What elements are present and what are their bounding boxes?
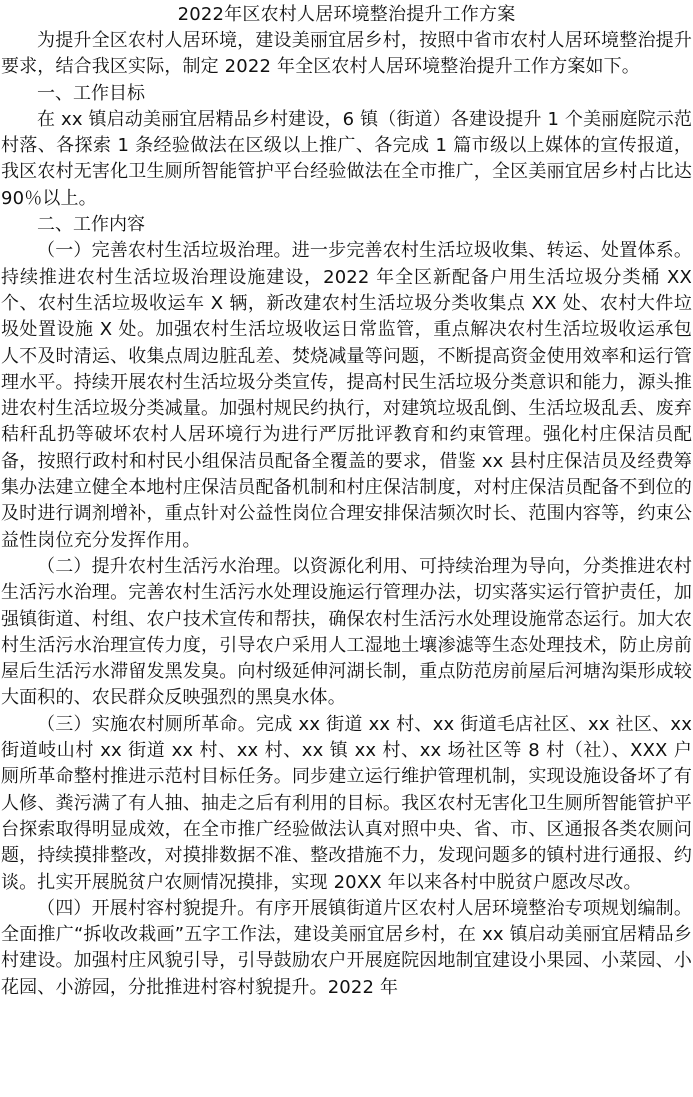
garbage-treatment-paragraph: （一）完善农村生活垃圾治理。进一步完善农村生活垃圾收集、转运、处置体系。持续推进农村生活垃圾治理设施建设，2022 年全区新配备户用生活垃圾分类桶 XX 个、农村生活垃圾收运车 X 辆，新改建农村生活垃圾分类收集点 XX 处、农村大件垃圾处置设施 X 处。加强农村生活垃圾收运日常监管，重点解决农村生活垃圾收运承包人不及时清运、收集点周边脏乱差、焚烧减量等问题，不断提高资金使用效率和运行管理水平。持续开展农村生活垃圾分类宣传，提高村民生活垃圾分类意识和能力，源头推进农村生活垃圾分类减量。加强村规民约执行，对建筑垃圾乱倒、生活垃圾乱丢、废弃秸秆乱扔等破坏农村人居环境行为进行严厉批评教育和约束管理。强化村庄保洁员配备，按照行政村和村民小组保洁员配备全覆盖的要求，借鉴 xx 县村庄保洁员及经费筹集办法建立健全本地村庄保洁员配备机制和村庄保洁制度，对村庄保洁员配备不到位的及时进行调剂增补，重点针对公益性岗位合理安排保洁频次时长、范围内容等，约束公益性岗位充分发挥作用。 [1,240,692,551]
sewage-treatment-paragraph: （二）提升农村生活污水治理。以资源化利用、可持续治理为导向，分类推进农村生活污水治理。完善农村生活污水处理设施运行管理办法，切实落实运行管护责任，加强镇街道、村组、农户技术宣传和帮扶，确保农村生活污水处理设施常态运行。加大农村生活污水治理宣传力度，引导农户采用人工湿地土壤渗滤等生态处理技术，防止房前屋后生活污水滞留发黑发臭。向村级延伸河湖长制，重点防范房前屋后河塘沟渠形成较大面积的、农民群众反映强烈的黑臭水体。 [1,555,692,709]
goals-paragraph: 在 xx 镇启动美丽宜居精品乡村建设，6 镇（街道）各建设提升 1 个美丽庭院示范村落、各探索 1 条经验做法在区级以上推广、各完成 1 篇市级以上媒体的宣传报道，我区农村无害化卫生厕所智能管护平台经验做法在全市推广，全区美丽宜居乡村占比达 90％以上。 [1,108,692,209]
village-appearance-paragraph: （四）开展村容村貌提升。有序开展镇街道片区农村人居环境整治专项规划编制。全面推广“拆收改栽画”五字工作法，建设美丽宜居乡村，在 xx 镇启动美丽宜居精品乡村建设。加强村庄风貌引导，引导鼓励农户开展庭院因地制宜建设小果园、小菜园、小花园、小游园，分批推进村容村貌提升。2022 年 [1,897,692,998]
toilet-revolution-paragraph: （三）实施农村厕所革命。完成 xx 街道 xx 村、xx 街道毛店社区、xx 社区、xx 街道岐山村 xx 街道 xx 村、xx 村、xx 镇 xx 村、xx 场社区等 8 村（社）、XXX 户厕所革命整村推进示范村目标任务。同步建立运行维护管理机制，实现设施设备坏了有人修、粪污满了有人抽、抽走之后有利用的目标。我区农村无害化卫生厕所智能管护平台探索取得明显成效，在全市推广经验做法认真对照中央、省、市、区通报各类农厕问题，持续摸排整改，对摸排数据不准、整改措施不力，发现问题多的镇村进行通报、约谈。扎实开展脱贫户农厕情况摸排，实现 20XX 年以来各村中脱贫户愿改尽改。 [1,713,692,893]
document-title: 2022年区农村人居环境整治提升工作方案 [177,4,516,25]
intro-paragraph: 为提升全区农村人居环境，建设美丽宜居乡村，按照中省市农村人居环境整治提升要求，结合我区实际，制定 2022 年全区农村人居环境整治提升工作方案如下。 [1,30,692,78]
section-heading-content: 二、工作内容 [37,214,145,236]
section-heading-goals: 一、工作目标 [37,82,145,104]
